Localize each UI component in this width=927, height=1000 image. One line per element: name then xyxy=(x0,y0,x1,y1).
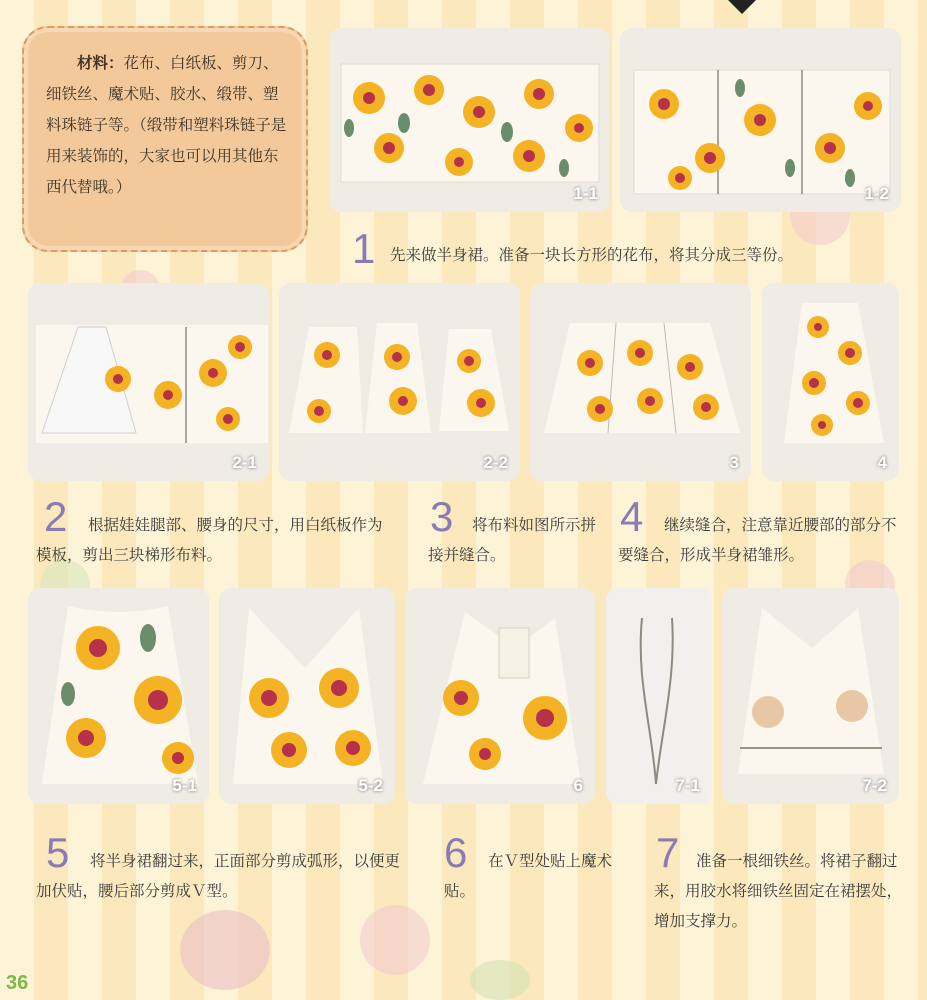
photo-1-1 xyxy=(329,28,610,212)
template-on-fabric-illustration xyxy=(28,283,269,481)
background-flower-decoration xyxy=(360,905,430,975)
skirt-back-v-cut-illustration xyxy=(219,588,395,804)
background-flower-decoration xyxy=(180,910,270,990)
photo-label: 3 xyxy=(729,453,739,472)
photo-label: 7-2 xyxy=(862,776,887,795)
step-text: 将半身裙翻过来，正面部分剪成弧形，以便更加伏贴，腰后部分剪成Ｖ型。 xyxy=(36,852,401,900)
photo-label: 2-2 xyxy=(483,453,508,472)
corner-triangle-decoration xyxy=(728,0,756,14)
step-number: 6 xyxy=(444,829,468,876)
step-text: 在Ｖ型处贴上魔术贴。 xyxy=(444,852,613,900)
materials-text xyxy=(46,48,292,203)
fabric-divided-illustration xyxy=(620,28,901,212)
velcro-attached-illustration xyxy=(405,588,595,804)
photo-1-2 xyxy=(620,28,901,212)
photo-label: 4 xyxy=(877,453,887,472)
step-text: 准备一根细铁丝。将裙子翻过来，用胶水将细铁丝固定在裙摆处，增加支撑力。 xyxy=(654,852,903,930)
photo-label: 1-2 xyxy=(864,184,889,203)
photo-2-2 xyxy=(279,283,520,481)
photo-7-2 xyxy=(722,588,899,804)
step-number: 5 xyxy=(46,829,70,876)
step-text: 继续缝合，注意靠近腰部的部分不要缝合，形成半身裙雏形。 xyxy=(618,516,897,564)
three-trapezoids-illustration xyxy=(279,283,520,481)
step-number: 4 xyxy=(620,493,644,540)
stitched-panels-illustration xyxy=(530,283,751,481)
photo-7-1 xyxy=(606,588,712,804)
photo-5-1 xyxy=(28,588,209,804)
photo-6 xyxy=(405,588,595,804)
photo-4 xyxy=(762,283,899,481)
step-number: 2 xyxy=(44,493,68,540)
wire-glued-hem-illustration xyxy=(722,588,899,804)
skirt-front-illustration xyxy=(28,588,209,804)
photo-label: 1-1 xyxy=(573,184,598,203)
background-flower-decoration xyxy=(470,960,530,1000)
photo-label: 7-1 xyxy=(675,776,700,795)
step-number: 7 xyxy=(656,829,680,876)
photo-3 xyxy=(530,283,751,481)
materials-list: 花布、白纸板、剪刀、细铁丝、魔术贴、胶水、缎带、塑料珠链子等。（缎带和塑料珠链子是用来装饰的，大家也可以用其他东西代替哦。） xyxy=(46,54,287,196)
step-text: 根据娃娃腿部、腰身的尺寸，用白纸板作为模板，剪出三块梯形布料。 xyxy=(36,516,383,564)
photo-label: 5-1 xyxy=(172,776,197,795)
step-text: 将布料如图所示拼接并缝合。 xyxy=(428,516,597,564)
photo-label: 5-2 xyxy=(358,776,383,795)
thin-wire-illustration xyxy=(606,588,712,804)
skirt-cone-illustration xyxy=(762,283,899,481)
step-number: 1 xyxy=(352,225,376,272)
photo-2-1 xyxy=(28,283,269,481)
materials-box xyxy=(22,26,308,252)
step-number: 3 xyxy=(430,493,454,540)
materials-label: 材料： xyxy=(77,54,124,72)
page-number: 36 xyxy=(6,972,29,994)
photo-label: 6 xyxy=(573,776,583,795)
photo-label: 2-1 xyxy=(232,453,257,472)
photo-5-2 xyxy=(219,588,395,804)
step-text: 先来做半身裙。准备一块长方形的花布，将其分成三等份。 xyxy=(390,246,794,264)
fabric-rectangle-illustration xyxy=(329,28,610,212)
